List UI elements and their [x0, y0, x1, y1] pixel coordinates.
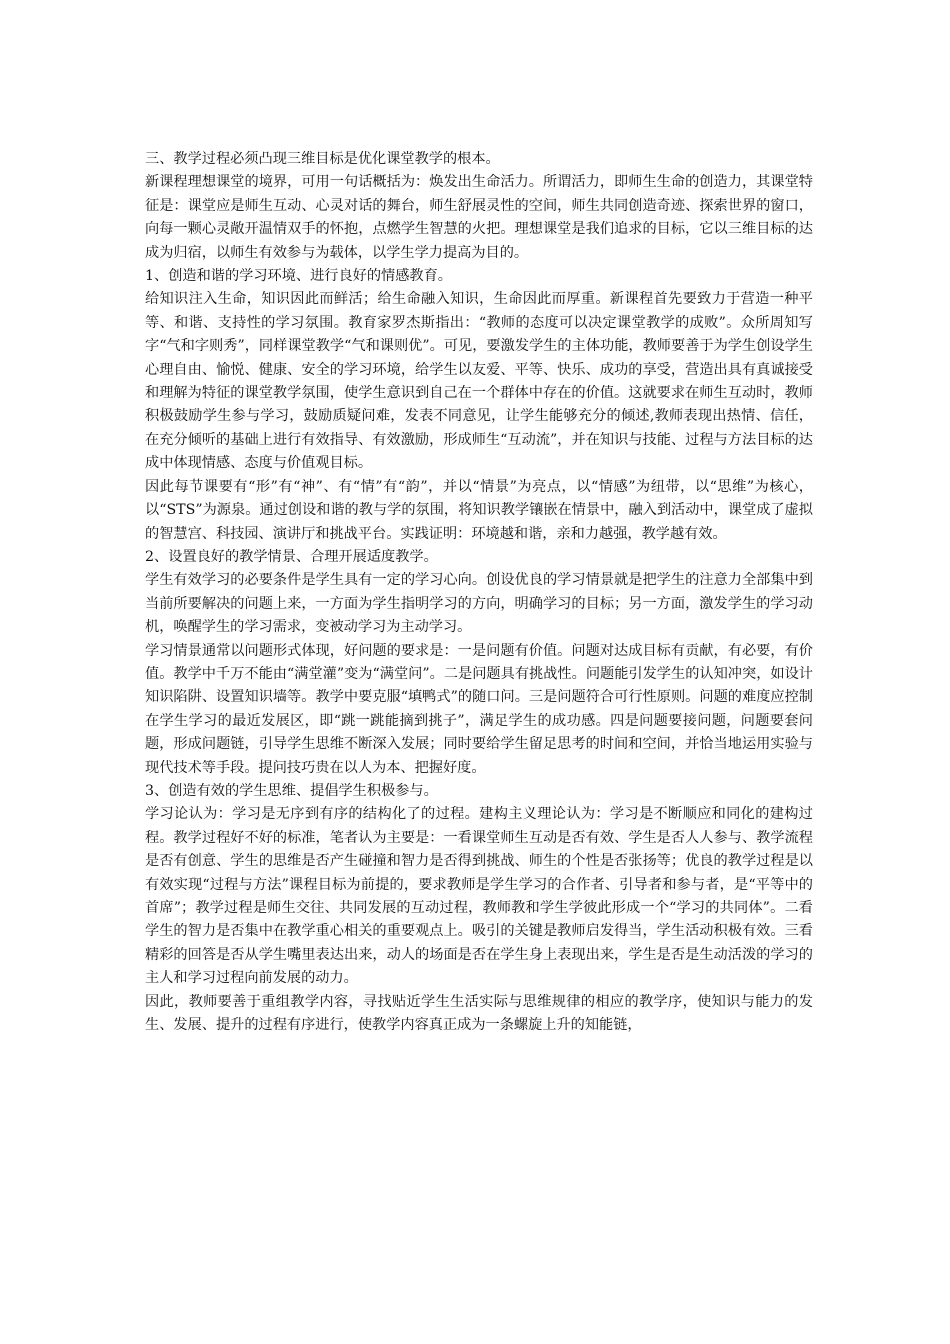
subsection-heading: 2、设置良好的教学情景、合理开展适度教学。 [145, 548, 438, 565]
body-paragraph: 学习论认为：学习是无序到有序的结构化了的过程。建构主义理论认为：学习是不断顺应和同化的建构过程。教学过程好不好的标准，笔者认为主要是：一看课堂师生互动是否有效、学生是否人人参与、教学流程是否有创意、学生的思维是否产生碰撞和智力是否得到挑战、师生的个性是否张扬等；优良的教学过程是以有效实现“过程与方法”课程目标为前提的，要求教师是学生学习的合作者、引导者和参与者，是“平等中的首席”；教学过程是师生交往、共同发展的互动过程，教师教和学生学彼此形成一个“学习的共同体”。二看学生的智力是否集中在教学重心相关的重要观点上。吸引的关键是教师启发得当，学生活动积极有效。三看精彩的回答是否从学生嘴里表达出来，动人的场面是否在学生身上表现出来，学生是否是生动活泼的学习的主人和学习过程向前发展的动力。 [145, 806, 813, 987]
body-paragraph: 学习情景通常以问题形式体现，好问题的要求是：一是问题有价值。问题对达成目标有贡献，有必要，有价值。教学中千万不能由“满堂灌”变为“满堂问”。二是问题具有挑战性。问题能引发学生的认知冲突，如设计知识陷阱、设置知识墙等。教学中要克服“填鸭式”的随口问。三是问题符合可行性原则。问题的难度应控制在学生学习的最近发展区，即“跳一跳能摘到挑子”，满足学生的成功感。四是问题要接问题，问题要套问题，形成问题链，引导学生思维不断深入发展；同时要给学生留足思考的时间和空间，并恰当地运用实验与现代技术等手段。提问技巧贵在以人为本、把握好度。 [145, 642, 813, 776]
section-heading: 三、教学过程必须凸现三维目标是优化课堂教学的根本。 [145, 151, 500, 167]
body-paragraph: 新课程理想课堂的境界，可用一句话概括为：焕发出生命活力。所谓活力，即师生生命的创造力，其课堂特征是：课堂应是师生互动、心灵对话的舞台，师生舒展灵性的空间，师生共同创造奇迹、探索世界的窗口，向每一颗心灵敞开温情双手的怀抱，点燃学生智慧的火把。理想课堂是我们追求的目标，它以三维目标的达成为归宿，以师生有效参与为载体，以学生学力提高为目的。 [145, 174, 813, 261]
subsection-heading: 3、创造有效的学生思维、提倡学生积极参与。 [145, 782, 438, 799]
body-paragraph: 因此每节课要有“形”有“神”、有“情”有“韵”，并以“情景”为亮点，以“情感”为纽带，以“思维”为核心，以“STS”为源泉。通过创设和谐的教与学的氛围，将知识教学镶嵌在情景中，融入到活动中，课堂成了虚拟的智慧宫、科技园、演讲厅和挑战平台。实践证明：环境越和谐，亲和力越强，教学越有效。 [145, 478, 813, 542]
subsection-heading: 1、创造和谐的学习环境、进行良好的情感教育。 [145, 268, 452, 285]
body-paragraph: 因此，教师要善于重组教学内容，寻找贴近学生生活实际与思维规律的相应的教学序，使知识与能力的发生、发展、提升的过程有序进行，使教学内容真正成为一条螺旋上升的知能链， [145, 993, 813, 1034]
body-paragraph: 学生有效学习的必要条件是学生具有一定的学习心向。创设优良的学习情景就是把学生的注意力全部集中到当前所要解决的问题上来，一方面为学生指明学习的方向，明确学习的目标；另一方面，激发学生的学习动机，唤醒学生的学习需求，变被动学习为主动学习。 [145, 572, 813, 636]
document-page [145, 148, 813, 1037]
body-paragraph: 给知识注入生命，知识因此而鲜活；给生命融入知识，生命因此而厚重。新课程首先要致力于营造一种平等、和谐、支持性的学习氛围。教育家罗杰斯指出：“教师的态度可以决定课堂教学的成败”。众所周知写字“气和字则秀”，同样课堂教学“气和课则优”。可见，要激发学生的主体功能，教师要善于为学生创设学生心理自由、愉悦、健康、安全的学习环境，给学生以友爱、平等、快乐、成功的享受，营造出具有真诚接受和理解为特征的课堂教学氛围，使学生意识到自己在一个群体中存在的价值。这就要求在师生互动时，教师积极鼓励学生参与学习，鼓励质疑问难，发表不同意见，让学生能够充分的倾述,教师表现出热情、信任，在充分倾听的基础上进行有效指导、有效激励，形成师生“互动流”，并在知识与技能、过程与方法目标的达成中体现情感、态度与价值观目标。 [145, 291, 813, 472]
